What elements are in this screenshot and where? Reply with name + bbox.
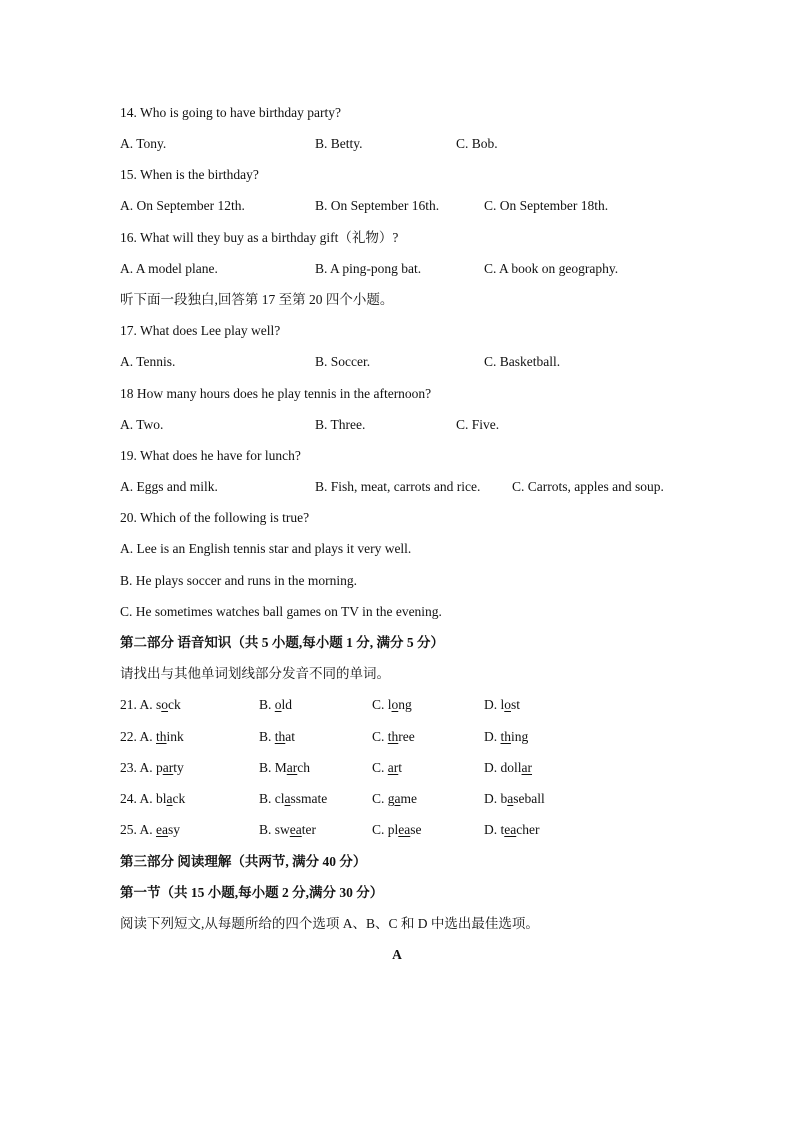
- option-text: B. M: [259, 760, 287, 775]
- option-text: ter: [301, 822, 316, 837]
- option-text: C. pl: [372, 822, 399, 837]
- option-18-b: B. Three.: [315, 417, 366, 432]
- phonetic-row-23: [0, 759, 794, 777]
- phonetic-option-24-a: [120, 790, 185, 808]
- option-text: ld: [281, 697, 293, 712]
- underlined-segment: a: [166, 791, 173, 806]
- part2-instruction: 请找出与其他单词划线部分发音不同的单词。: [120, 666, 390, 681]
- option-text: ty: [173, 760, 184, 775]
- option-19-a: A. Eggs and milk.: [120, 479, 218, 494]
- phonetic-row-25: [0, 821, 794, 839]
- phonetic-option-22-a: [120, 728, 184, 746]
- underlined-segment: th: [156, 729, 167, 744]
- options-row-16: [0, 260, 794, 278]
- option-text: B. sw: [259, 822, 290, 837]
- phonetic-option-21-c: [372, 696, 412, 714]
- phonetic-row-21: [0, 696, 794, 714]
- underlined-segment: o: [391, 697, 399, 712]
- phonetic-option-22-d: [484, 728, 528, 746]
- part3-instruction: 阅读下列短文,从每题所给的四个选项 A、B、C 和 D 中选出最佳选项。: [120, 916, 539, 931]
- option-18-a: A. Two.: [120, 417, 164, 432]
- option-text: sy: [168, 822, 181, 837]
- phonetic-option-22-b: [259, 728, 295, 746]
- option-text: 23. A. p: [120, 760, 163, 775]
- phonetic-option-23-d: [484, 759, 532, 777]
- passage-label: A: [392, 947, 402, 962]
- option-text: B. cl: [259, 791, 285, 806]
- option-14-a: A. Tony.: [120, 136, 167, 151]
- underlined-segment: a: [394, 791, 401, 806]
- option-text: ree: [398, 729, 415, 744]
- option-text: C. g: [372, 791, 395, 806]
- option-text: B.: [259, 729, 275, 744]
- phonetic-option-24-c: [372, 790, 417, 808]
- phonetic-option-21-b: [259, 696, 292, 714]
- underlined-segment: o: [504, 697, 511, 712]
- underlined-segment: o: [274, 697, 282, 712]
- option-text: D. l: [484, 697, 505, 712]
- option-text: C. l: [372, 697, 392, 712]
- question-stem-14: 14. Who is going to have birthday party?: [120, 105, 341, 120]
- option-17-b: B. Soccer.: [315, 354, 371, 369]
- option-text: ssmate: [290, 791, 328, 806]
- phonetic-option-25-c: [372, 821, 422, 839]
- option-text: B.: [259, 697, 275, 712]
- underlined-segment: ea: [504, 822, 517, 837]
- options-row-15: [0, 197, 794, 215]
- underlined-segment: o: [161, 697, 169, 712]
- option-text: C.: [372, 729, 388, 744]
- option-19-c: C. Carrots, apples and soup.: [512, 479, 664, 494]
- option-text: ch: [297, 760, 311, 775]
- option-15-b: B. On September 16th.: [315, 198, 440, 213]
- underlined-segment: th: [274, 729, 286, 744]
- option-text: 25. A.: [120, 822, 157, 837]
- option-text: ink: [166, 729, 184, 744]
- options-row-17: [0, 353, 794, 371]
- underlined-segment: ar: [387, 760, 399, 775]
- option-18-c: C. Five.: [456, 417, 500, 432]
- underlined-segment: ea: [289, 822, 302, 837]
- part2-heading: 第二部分 语音知识（共 5 小题,每小题 1 分, 满分 5 分）: [120, 635, 444, 650]
- option-text: ck: [172, 791, 186, 806]
- option-20-b: B. He plays soccer and runs in the morning.: [120, 573, 357, 588]
- option-16-c: C. A book on geography.: [484, 261, 619, 276]
- underlined-segment: th: [387, 729, 399, 744]
- part3-heading: 第三部分 阅读理解（共两节, 满分 40 分）: [120, 854, 367, 869]
- phonetic-option-23-b: [259, 759, 310, 777]
- option-15-c: C. On September 18th.: [484, 198, 609, 213]
- phonetic-option-21-d: [484, 696, 520, 714]
- option-text: C.: [372, 760, 388, 775]
- part3-section1-heading: 第一节（共 15 小题,每小题 2 分,满分 30 分）: [120, 885, 384, 900]
- option-text: D. t: [484, 822, 505, 837]
- option-text: cher: [516, 822, 540, 837]
- underlined-segment: ar: [286, 760, 298, 775]
- phonetic-option-21-a: [120, 696, 181, 714]
- option-text: 24. A. bl: [120, 791, 167, 806]
- underlined-segment: th: [500, 729, 512, 744]
- phonetic-option-23-a: [120, 759, 184, 777]
- options-row-18: [0, 416, 794, 434]
- option-text: me: [400, 791, 418, 806]
- monologue-instruction: 听下面一段独白,回答第 17 至第 20 四个小题。: [120, 292, 394, 307]
- option-14-b: B. Betty.: [315, 136, 363, 151]
- question-stem-15: 15. When is the birthday?: [120, 167, 259, 182]
- option-text: seball: [513, 791, 545, 806]
- option-16-a: A. A model plane.: [120, 261, 218, 276]
- question-stem-17: 17. What does Lee play well?: [120, 323, 281, 338]
- option-17-a: A. Tennis.: [120, 354, 176, 369]
- phonetic-option-24-b: [259, 790, 327, 808]
- option-text: ng: [398, 697, 412, 712]
- option-text: ck: [168, 697, 181, 712]
- option-text: t: [398, 760, 403, 775]
- phonetic-row-24: [0, 790, 794, 808]
- option-text: ing: [511, 729, 529, 744]
- question-stem-16: 16. What will they buy as a birthday gift（礼物）?: [120, 230, 399, 245]
- question-stem-20: 20. Which of the following is true?: [120, 510, 310, 525]
- underlined-segment: ar: [162, 760, 174, 775]
- option-20-a: A. Lee is an English tennis star and plays it very well.: [120, 541, 412, 556]
- option-19-b: B. Fish, meat, carrots and rice.: [315, 479, 481, 494]
- option-text: D.: [484, 729, 501, 744]
- option-16-b: B. A ping-pong bat.: [315, 261, 422, 276]
- phonetic-option-24-d: [484, 790, 545, 808]
- phonetic-option-22-c: [372, 728, 415, 746]
- option-text: at: [285, 729, 296, 744]
- underlined-segment: ar: [521, 760, 533, 775]
- underlined-segment: ea: [156, 822, 168, 837]
- underlined-segment: a: [284, 791, 291, 806]
- question-stem-18: 18 How many hours does he play tennis in the afternoon?: [120, 386, 432, 401]
- option-text: D. doll: [484, 760, 522, 775]
- options-row-14: [0, 135, 794, 153]
- option-17-c: C. Basketball.: [484, 354, 561, 369]
- phonetic-option-25-d: [484, 821, 539, 839]
- option-15-a: A. On September 12th.: [120, 198, 245, 213]
- phonetic-option-23-c: [372, 759, 402, 777]
- options-row-19: [0, 478, 794, 496]
- phonetic-row-22: [0, 728, 794, 746]
- option-text: 21. A. s: [120, 697, 162, 712]
- option-14-c: C. Bob.: [456, 136, 498, 151]
- phonetic-option-25-a: [120, 821, 180, 839]
- phonetic-option-25-b: [259, 821, 316, 839]
- question-stem-19: 19. What does he have for lunch?: [120, 448, 301, 463]
- option-20-c: C. He sometimes watches ball games on TV in the evening.: [120, 604, 442, 619]
- option-text: st: [511, 697, 521, 712]
- option-text: 22. A.: [120, 729, 157, 744]
- option-text: se: [410, 822, 422, 837]
- underlined-segment: ea: [398, 822, 411, 837]
- underlined-segment: a: [507, 791, 514, 806]
- option-text: D. b: [484, 791, 508, 806]
